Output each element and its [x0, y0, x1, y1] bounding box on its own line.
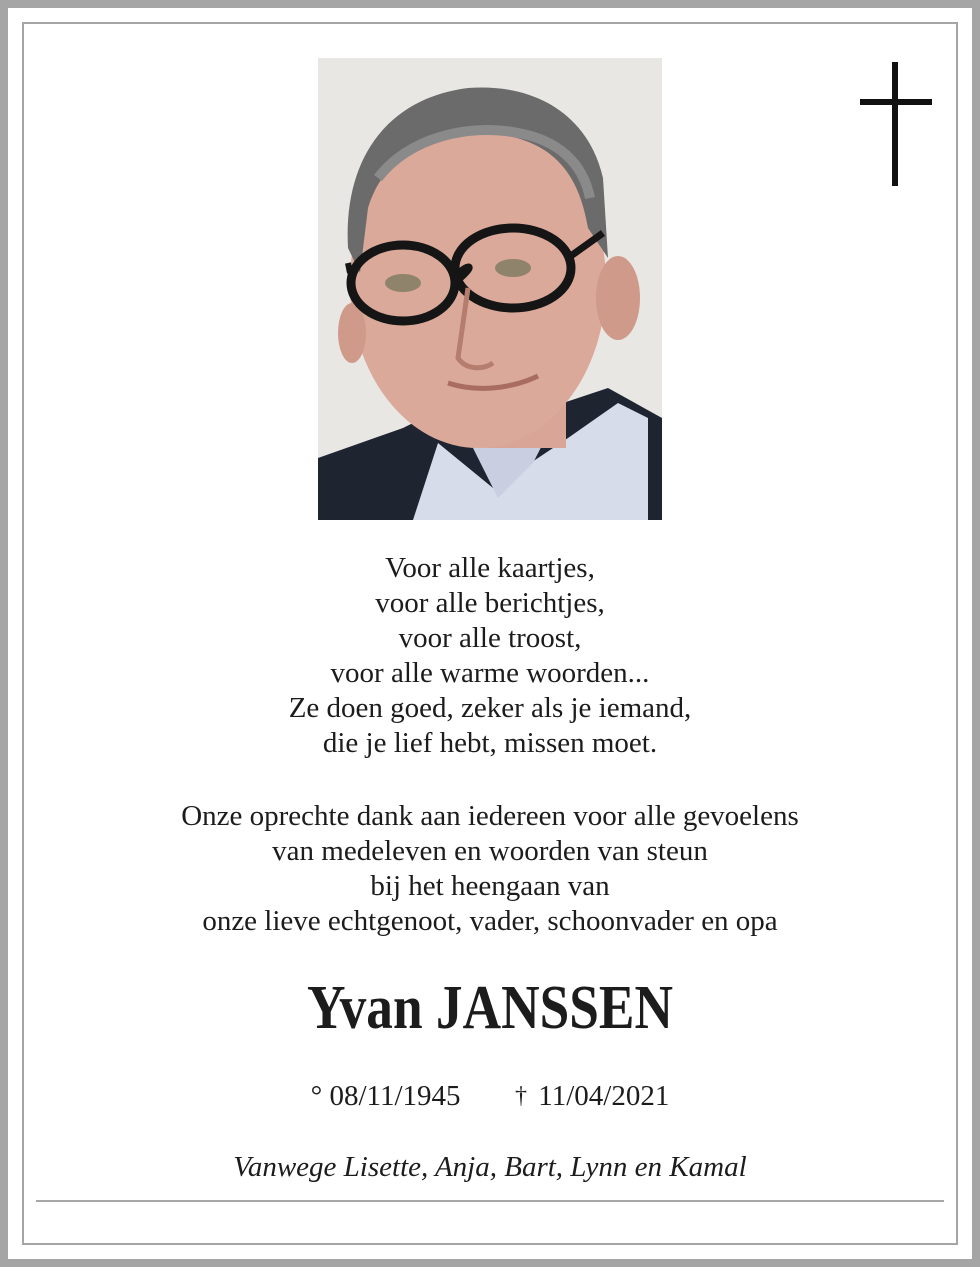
thanks-line: onze lieve echtgenoot, vader, schoonvader en opa — [202, 905, 778, 937]
poem-line: voor alle warme woorden... — [330, 657, 650, 689]
cross-icon — [860, 62, 932, 186]
poem-line: die je lief hebt, missen moet. — [322, 727, 658, 759]
dagger-icon: † — [515, 1083, 528, 1109]
family-signature: Vanwege Lisette, Anja, Bart, Lynn en Kamal — [233, 1151, 747, 1183]
thanks-line: van medeleven en woorden van steun — [272, 835, 708, 867]
birth-date: 08/11/1945 — [329, 1080, 461, 1112]
poem — [40, 551, 940, 761]
thanks-line: bij het heengaan van — [370, 870, 610, 902]
bottom-divider — [36, 1200, 944, 1202]
death-date: 11/04/2021 — [538, 1080, 670, 1112]
birth-symbol: ° — [310, 1080, 323, 1112]
poem-line: Voor alle kaartjes, — [385, 552, 595, 584]
poem-line: Ze doen goed, zeker als je iemand, — [288, 692, 692, 724]
life-dates — [40, 1078, 940, 1114]
portrait-photo — [318, 58, 662, 520]
poem-line: voor alle berichtjes, — [375, 587, 605, 619]
deceased-name: Yvan JANSSEN — [307, 974, 673, 1042]
thanks-message — [40, 799, 940, 939]
poem-line: voor alle troost, — [398, 622, 582, 654]
thanks-line: Onze oprechte dank aan iedereen voor alle gevoelens — [181, 800, 799, 832]
